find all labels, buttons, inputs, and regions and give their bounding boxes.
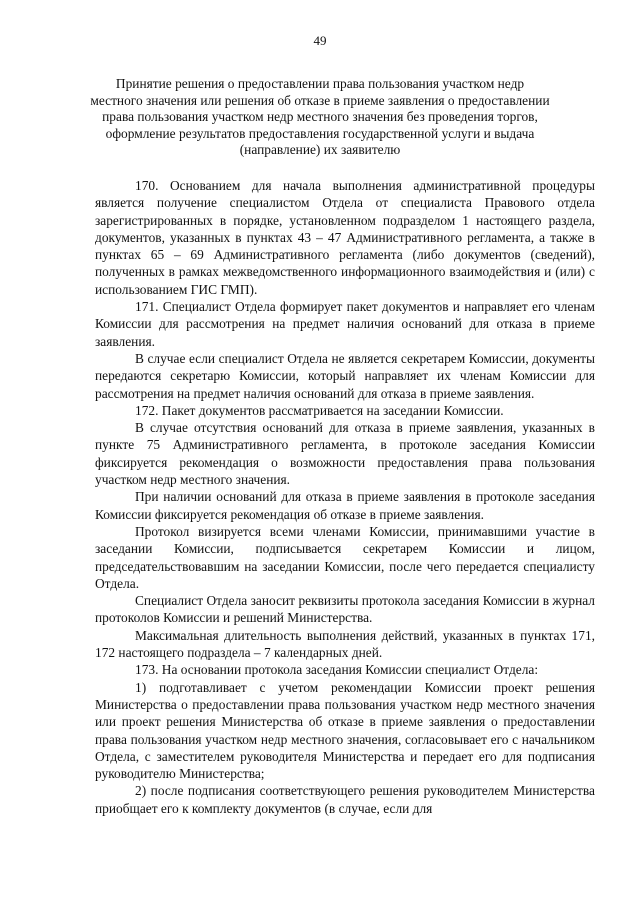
paragraph: 172. Пакет документов рассматривается на заседании Комиссии. [135, 402, 504, 418]
paragraph: 173. На основании протокола заседания Комиссии специалист Отдела: [135, 662, 539, 678]
paragraph: Максимальная длительность выполнения действий, указанных в пунктах 171, 172 настоящего подраздела – 7 календарных дней. [95, 627, 595, 661]
page-number: 49 [313, 33, 327, 48]
document-body [95, 177, 595, 817]
paragraph: 2) после подписания соответствующего решения руководителем Министерства приобщает его к комплекту документов (в случае, если для [95, 783, 595, 816]
section-title: Принятие решения о предоставлении права пользования участком недр местного значения или решения об отказе в приеме заявления о предоставлении права пользования участком недр местного значения без проведения торгов, оформление результатов предоставления государственной услуги и выдача (направление) их заявителю [90, 76, 550, 157]
paragraph: Протокол визируется всеми членами Комиссии, принимавшими участие в заседании Комиссии, подписывается секретарем Комиссии и лицом, председательствовавшим на заседании Комиссии, после чего передается специалисту Отдела. [95, 523, 595, 591]
paragraph: В случае отсутствия оснований для отказа в приеме заявления, указанных в пункте 75 Административного регламента, в протоколе заседания Комиссии фиксируется рекомендация о возможности предоставления права пользования участком недр местного значения. [95, 420, 595, 488]
paragraph: 171. Специалист Отдела формирует пакет документов и направляет его членам Комиссии для рассмотрения на предмет наличия оснований для отказа в приеме заявления. [95, 299, 595, 349]
paragraph: При наличии оснований для отказа в приеме заявления в протоколе заседания Комиссии фиксируется рекомендация об отказе в приеме заявления. [95, 489, 595, 522]
paragraph: 170. Основанием для начала выполнения административной процедуры является получение специалистом Отдела от специалиста Правового отдела зарегистрированных в порядке, установленном подразделом 1 настоящего раздела, документов, указанных в пунктах 43 – 47 Административного регламента, а также в пунктах 65 – 69 Административного регламента (либо документов (сведений), полученных в рамках межведомственного информационного взаимодействия и (или) с использованием ГИС ГМП). [95, 178, 595, 297]
paragraph: 1) подготавливает с учетом рекомендации Комиссии проект решения Министерства о предоставлении права пользования участком недр местного значения или проект решения Министерства об отказе в приеме заявления о предоставлении права пользования участком недр местного значения, согласовывает его с начальником Отдела, с заместителем руководителя Министерства и передает его для подписания руководителю Министерства; [95, 679, 595, 782]
paragraph: Специалист Отдела заносит реквизиты протокола заседания Комиссии в журнал протоколов Комиссии и решений Министерства. [95, 593, 595, 626]
paragraph: В случае если специалист Отдела не является секретарем Комиссии, документы передаются секретарю Комиссии, который направляет их членам Комиссии для рассмотрения на предмет наличия оснований для отказа в приеме заявления. [95, 350, 595, 401]
